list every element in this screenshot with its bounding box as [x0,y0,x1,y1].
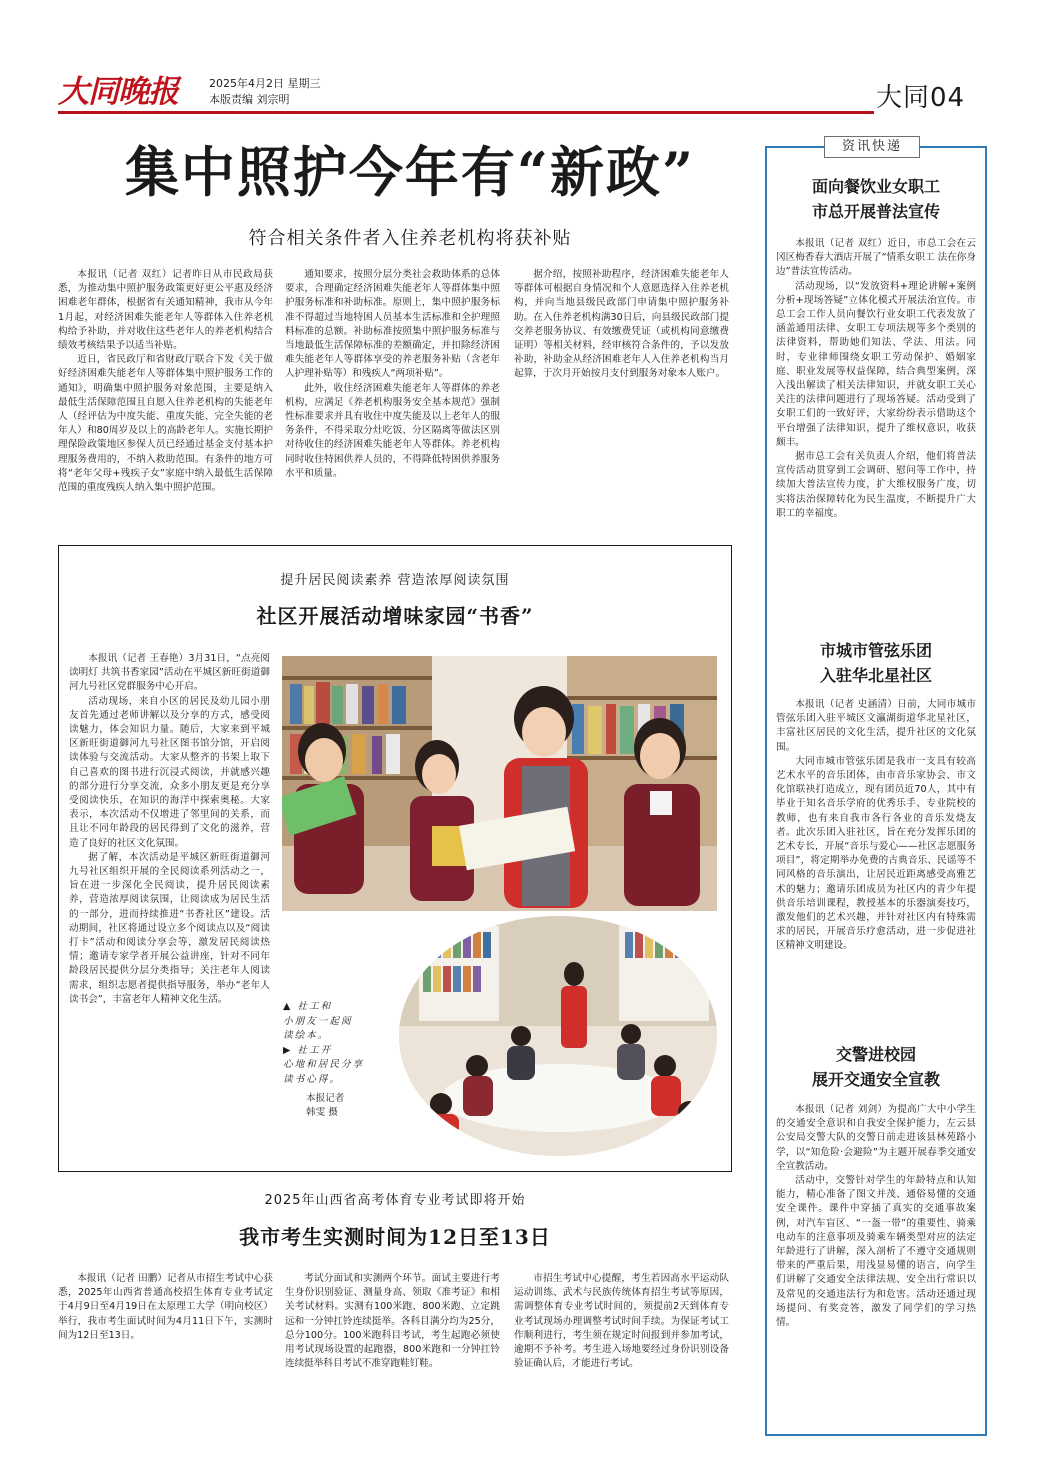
sharing-photo-illustration [399,916,719,1158]
community-article-text [69,652,270,1162]
section-page-label: 大同04 [876,83,966,113]
headline-line: 面向餐饮业女职工 [811,177,940,196]
paragraph: 活动现场，以“发放资料+理论讲解+案例分析+现场答疑”立体化模式开展法治宣传。市总工会工作人员向餐饮行业女职工代表发放了涵盖通用法律、女职工专项法规等多个类别的法律资料，帮助她们知法、学法、用法。同时，专业律师围绕女职工劳动保护、婚姻家庭、职业发展等权益保障，结合典型案例，深入浅出解读了相关法律知识，并就女职工关心关注的法律问题进行了现场答疑。活动受到了女职工们的一致好评，大家纷纷表示借助这个平台增强了法律知识，提升了维权意识，收获颇丰。 [776,280,976,448]
paragraph: 据介绍，按照补助程序，经济困难失能老年人等群体可根据自身情况和个人意愿选择入住养老机构，并向当地县级民政部门申请集中照护服务补助。在入住养老机构满30日后，向县级民政部门提交养老服务协议、有效缴费凭证（或机构同意缴费证明）等相关材料，经审核符合条件的，予以发放补助，补助金从经济困难老年人入住养老机构当月起算，于次月开始按月支付到服务对象本人账户。 [514,269,729,380]
paragraph: 本报讯（记者 史涵清）日前，大同市城市管弦乐团入驻平城区文瀛湖街道华北星社区，丰富社区居民的文化生活，提升社区的文化氛围。 [776,699,976,753]
paragraph: 市招生考试中心提醒，考生若因高水平运动队运动训练、武术与民族传统体育招生考试等原因，需调整体育专业考试时间的，须提前2天到体育专业考试现场办理调整考试时间手续。为保证考试工作顺利进行，考生须在规定时间报到并参加考试，逾期不予补考。考生进入场地要经过身份识别设备验证确认后，才能进行考试。 [514,1273,729,1370]
caption-line: 读书心得。 [283,1073,341,1085]
paragraph: 本报讯（记者 田鹏）记者从市招生考试中心获悉，2025年山西省普通高校招生体育专业考试定于4月9日至4月19日在太原理工大学（明向校区）举行，我市考生面试时间为4月11日下午，实测时间为12日至13日。 [58,1273,273,1341]
caption-line: 读绘本。 [283,1030,330,1041]
headline-line: 交警进校园 [835,1045,916,1064]
exam-kicker: 2025年山西省高考体育专业考试即将开始 [264,1193,526,1208]
paragraph: 本报讯（记者 刘剑）为提高广大中小学生的交通安全意识和自我安全保护能力，左云县公安局交警大队的交警日前走进该县林苑路小学，以“知危险·会避险”为主题开展春季交通安全宣教活动。 [776,1104,976,1172]
exam-article-column-1 [58,1272,273,1422]
paragraph: 活动现场，来自小区的居民及幼儿园小朋友首先通过老师讲解以及分享的方式，感受阅读魅力，体会知识力量。随后，大家来到平城区新旺街道御河九号社区图书馆分馆，开启阅读体验与交流活动。大家从整齐的书架上取下自己喜欢的图书进行沉浸式阅读，并就感兴趣的部分进行分享交流，众多小朋友更是充分享受阅读快乐，在知识的海洋中探索奥秘。大家表示，本次活动不仅增进了邻里间的关系，而且让不同年龄段的居民得到了文化的滋养，营造了良好的社区文化氛围。 [69,695,270,849]
caption-line: 小朋友一起阅 [283,1015,353,1027]
reading-photo-illustration [282,656,717,911]
news-item-body [776,698,976,1028]
exam-article-column-2 [285,1272,500,1422]
headline-line: 展开交通安全宣教 [811,1070,940,1089]
issue-date: 2025年4月2日 星期三 [209,77,321,90]
news-item-headline [770,1042,982,1092]
main-article-column-1 [58,268,273,523]
headline-line: 市总开展普法宣传 [811,202,940,221]
masthead-logo: 大同晚报 [58,74,178,110]
photo-reading-picture-book [282,656,717,911]
exam-article-column-3 [514,1272,729,1422]
news-item-body [776,1103,976,1428]
paragraph: 据市总工会有关负责人介绍，他们将普法宣传活动贯穿到工会调研、慰问等工作中，持续加大普法宣传力度，扩大维权服务广度，切实将法治保障转化为民生温度，不断提升广大职工的幸福度。 [776,451,976,519]
caption-line: ▲ 社工和 [283,1001,333,1012]
header-rule [58,111,874,114]
news-item-headline [770,174,982,224]
caption-line: ▶ 社工开 [283,1044,333,1056]
photo-credit-label: 本报记者 [306,1093,345,1104]
paragraph: 本报讯（记者 王春艳）3月31日，“点亮阅读明灯 共筑书香家园”活动在平城区新旺街道御河九号社区党群服务中心开启。 [69,653,270,693]
main-article-column-3 [514,268,729,523]
paragraph: 本报讯（记者 双红）近日，市总工会在云冈区梅香春大酒店开展了“情系女职工 法在你身边”普法宣传活动。 [776,238,976,278]
community-headline: 社区开展活动增味家园“书香” [256,604,534,628]
caption-line: 心地和居民分享 [283,1059,365,1070]
news-item-body [776,237,976,622]
exam-headline: 我市考生实测时间为12日至13日 [239,1225,551,1249]
main-subheadline: 符合相关条件者入住养老机构将获补贴 [248,228,572,249]
headline-line: 入驻华北星社区 [819,666,932,685]
community-kicker: 提升居民阅读素养 营造浓厚阅读氛围 [280,573,510,588]
headline-line: 市城市管弦乐团 [819,641,932,660]
photo-credit-name: 韩雯 摄 [306,1107,338,1118]
page-editor: 本版责编 刘宗明 [209,93,290,106]
paragraph: 活动中，交警针对学生的年龄特点和认知能力，精心准备了图文并茂、通俗易懂的交通安全课件。课件中穿插了真实的交通事故案例，对汽车盲区、“一盔一带”的重要性、骑乘电动车的注意事项及骑乘车辆类型对应的法定年龄进行了讲解，深入剖析了不遵守交通规则带来的严重后果，用浅显易懂的语言，向学生们讲解了交通安全法律法规、安全出行常识以及常见的交通违法行为和危害。活动还通过现场提问、有奖竞答，激发了同学们的学习热情。 [776,1175,976,1329]
news-item-headline [770,638,982,688]
paragraph: 此外，收住经济困难失能老年人等群体的养老机构，应满足《养老机构服务安全基本规范》强制性标准要求并具有收住中度失能及以上老年人的服务条件，不得采取分灶吃饭、分区隔离等做法区别对待收住的经济困难失能老年人等群体。养老机构同时收住特困供养人员的，不得降低特困供养服务水平和质量。 [285,382,500,479]
main-headline: 集中照护今年有“新政” [124,140,696,204]
paragraph: 据了解，本次活动是平城区新旺街道御河九号社区组织开展的全民阅读系列活动之一，旨在进一步深化全民阅读，提升居民阅读素养，营造浓厚阅读氛围，让阅读成为居民生活的一部分，进而持续推进“书香社区”建设。活动期间，社区将通过设立多个阅读点以及“阅读打卡”活动和阅读分享会等，激发居民阅读热情；邀请专家学者开展公益讲座，针对不同年龄段居民提供分层分类指导；关注老年人阅读需求，组织志愿者提供指导服务，举办“老年人读书会”，丰富老年人精神文化生活。 [69,851,270,1005]
main-article-column-2 [285,268,500,523]
paragraph: 大同市城市管弦乐团是我市一支具有较高艺术水平的音乐团体，由市音乐家协会、市文化馆联袂打造成立，现有团员近70人，其中有毕业于知名音乐学府的优秀乐手、专业院校的教师，也有来自我市各行各业的音乐发烧友者。此次乐团入驻社区，旨在充分发挥乐团的艺术专长，开展“音乐与爱心——社区志愿服务项目”，将定期举办免费的古典音乐、民谣等不同风格的音乐演出，让居民近距离感受高雅艺术的魅力；邀请乐团成员为社区内的青少年提供音乐培训课程，教授基本的乐器演奏技巧，激发他们的艺术兴趣，并针对社区内有特殊需求的居民，开展音乐疗愈活动，进一步促进社区精神文明建设。 [776,755,976,952]
paragraph: 本报讯（记者 双红）记者昨日从市民政局获悉，为推动集中照护服务政策更好更公平惠及经济困难老年群体，根据省有关通知精神，我市从今年1月起，对经济困难失能老年人等群体入住养老机构给予补助，并对收住这些老年人的养老机构结合绩效考核结果予以适当补贴。 [58,269,273,352]
paragraph: 近日，省民政厅和省财政厅联合下发《关于做好经济困难失能老年人等群体集中照护服务工作的通知》，明确集中照护服务对象范围，主要是纳入最低生活保障范围且自愿入住养老机构的失能老年人（经评估为中度失能、重度失能、完全失能的老年人）和80周岁及以上的高龄老年人。实施长期护理保险政策地区参保人员已经通过基金支付基本护理服务费用的，不纳入救助范围。有条件的地方可将“老年父母+残疾子女”家庭中纳入最低生活保障范围的重度残疾人纳入集中照护范围。 [58,354,273,494]
photo-reading-sharing-session [397,914,719,1158]
paragraph: 考试分面试和实测两个环节。面试主要进行考生身份识别验证、测量身高、领取《准考证》和相关考试材料。实测有100米跑、800米跑、立定跳远和一分钟扛铃连续挺举。各科目满分均为25分，总分100分。100米跑科目考试，考生起跑必须使用考试现场设置的起跑器，800米跑和一分钟扛铃连续挺举科目考试不准穿跑鞋钉鞋。 [285,1273,500,1370]
photo-caption [283,1000,395,1087]
paragraph: 通知要求，按照分层分类社会救助体系的总体要求，合理确定经济困难失能老年人等群体集中照护服务标准和补助标准。原则上，集中照护服务标准不得超过当地特困人员基本生活标准和全护理照料标准的总额。补助标准按照集中照护服务标准与当地最低生活保障标准的差额确定，并扣除经济困难失能老年人等群体享受的养老服务补贴（含老年人护理补贴等）和残疾人“两项补贴”。 [285,269,500,380]
news-brief-label: 资讯快递 [824,136,920,158]
